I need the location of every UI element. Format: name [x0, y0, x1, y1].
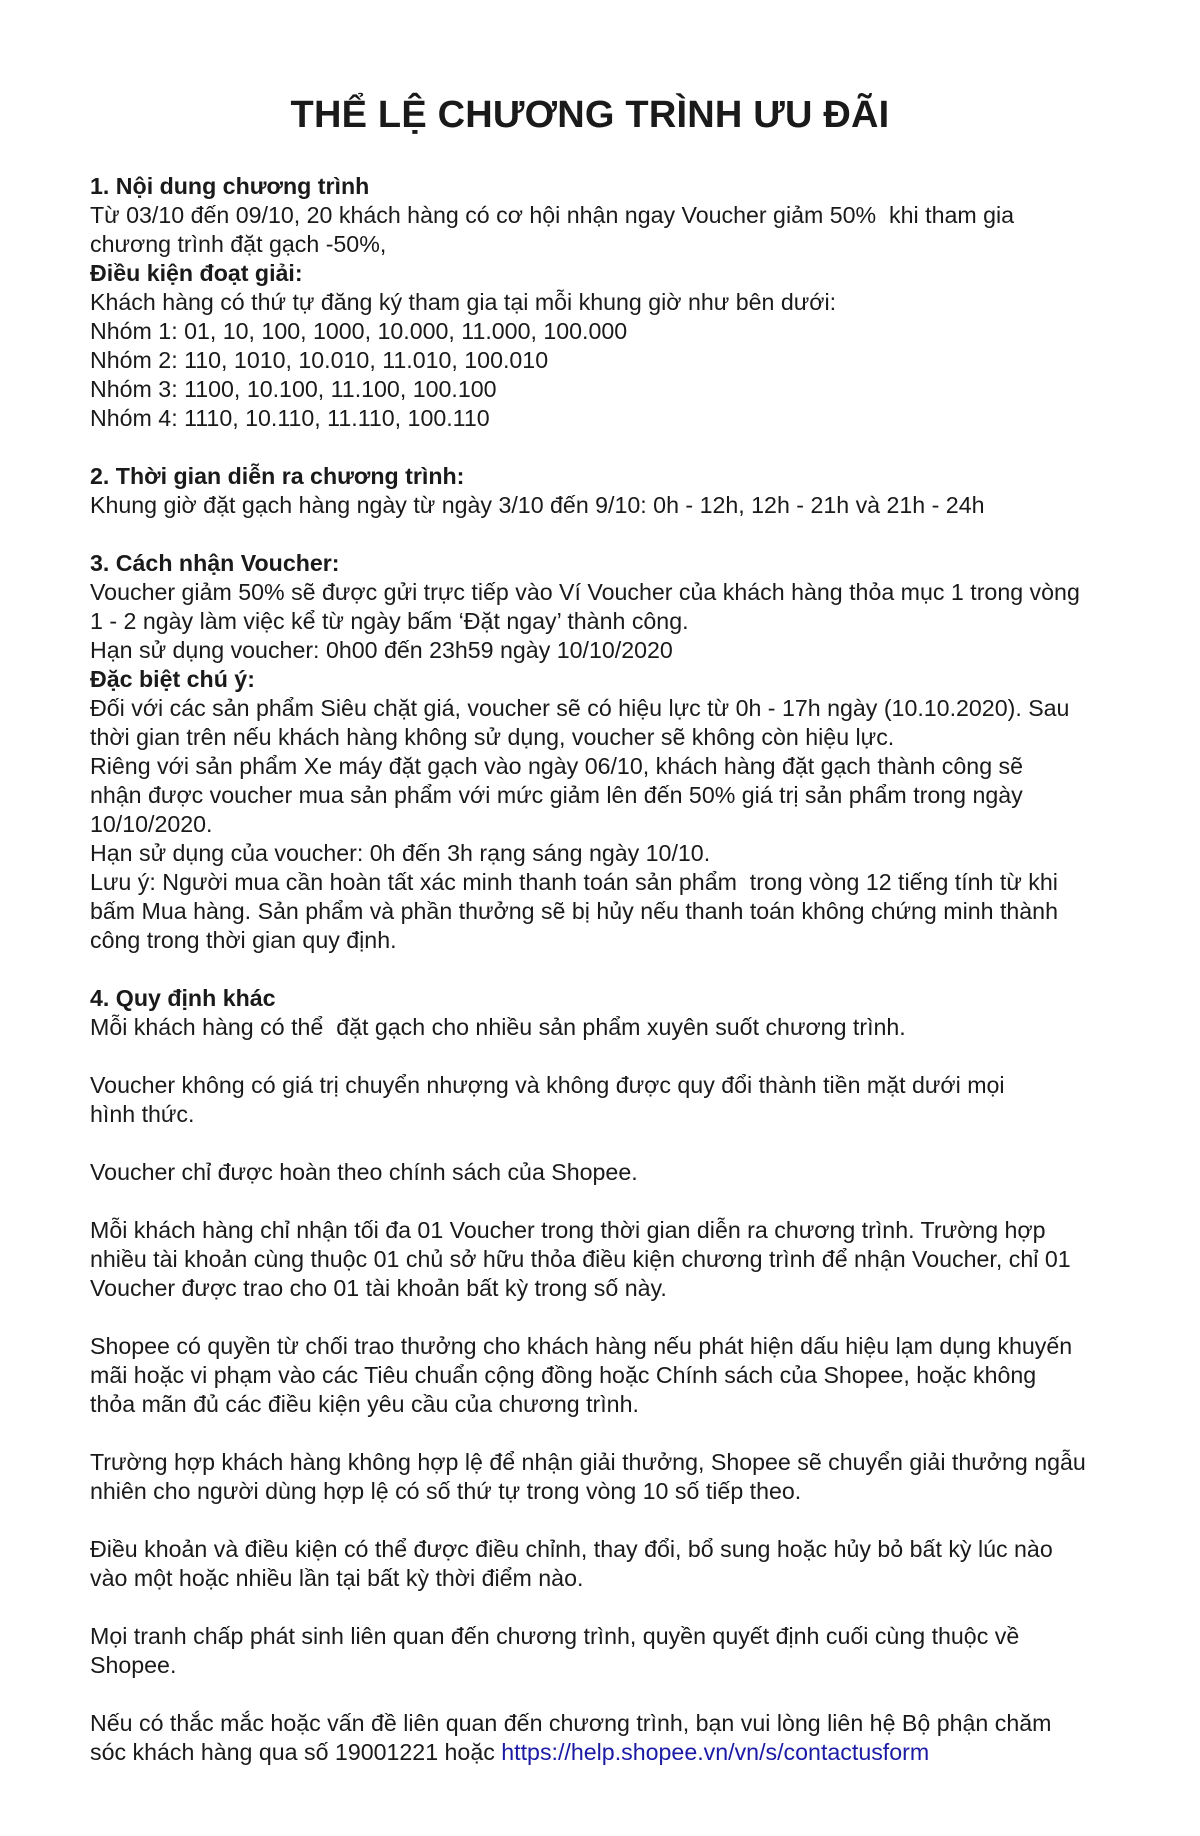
rule-paragraph-line: thỏa mãn đủ các điều kiện yêu cầu của chương trình.	[90, 1391, 639, 1417]
rule-paragraph-line: Mọi tranh chấp phát sinh liên quan đến chương trình, quyền quyết định cuối cùng thuộc về	[90, 1623, 1020, 1649]
contact-form-link[interactable]: https://help.shopee.vn/vn/s/contactusform	[501, 1739, 930, 1765]
rule-paragraph-line: nhiều tài khoản cùng thuộc 01 chủ sở hữu thỏa điều kiện chương trình để nhận Voucher, chỉ 01	[90, 1246, 1071, 1272]
spacer	[90, 1506, 1090, 1535]
special-note-line: 10/10/2020.	[90, 811, 213, 837]
special-note-line: Đối với các sản phẩm Siêu chặt giá, voucher sẽ có hiệu lực từ 0h - 17h ngày (10.10.2020). Sau	[90, 695, 1070, 721]
special-note-line: thời gian trên nếu khách hàng không sử dụng, voucher sẽ không còn hiệu lực.	[90, 724, 895, 750]
special-note-heading: Đặc biệt chú ý:	[90, 666, 255, 692]
section-1-heading: 1. Nội dung chương trình	[90, 173, 370, 199]
rule-paragraph-line: vào một hoặc nhiều lần tại bất kỳ thời điểm nào.	[90, 1565, 584, 1591]
conditions-text: Khách hàng có thứ tự đăng ký tham gia tại mỗi khung giờ như bên dưới:	[90, 289, 837, 315]
special-note-line: công trong thời gian quy định.	[90, 927, 397, 953]
section-3-line: Voucher giảm 50% sẽ được gửi trực tiếp vào Ví Voucher của khách hàng thỏa mục 1 trong vòng	[90, 579, 1080, 605]
special-note-line: Hạn sử dụng của voucher: 0h đến 3h rạng sáng ngày 10/10.	[90, 840, 711, 866]
contact-prefix: sóc khách hàng qua số 19001221 hoặc	[90, 1739, 502, 1765]
spacer	[90, 1593, 1090, 1622]
rule-paragraph-line: Shopee.	[90, 1652, 177, 1678]
group-line: Nhóm 1: 01, 10, 100, 1000, 10.000, 11.000, 100.000	[90, 318, 628, 344]
section-3-heading: 3. Cách nhận Voucher:	[90, 550, 340, 576]
conditions-heading: Điều kiện đoạt giải:	[90, 260, 303, 286]
rule-paragraph-line: hình thức.	[90, 1101, 195, 1127]
rule-paragraph-line: Voucher không có giá trị chuyển nhượng và không được quy đổi thành tiền mặt dưới mọi	[90, 1072, 1005, 1098]
section-2-text: Khung giờ đặt gạch hàng ngày từ ngày 3/10 đến 9/10: 0h - 12h, 12h - 21h và 21h - 24h	[90, 492, 985, 518]
special-note-line: nhận được voucher mua sản phẩm với mức giảm lên đến 50% giá trị sản phẩm trong ngày	[90, 782, 1023, 808]
rule-paragraph-line: Shopee có quyền từ chối trao thưởng cho khách hàng nếu phát hiện dấu hiệu lạm dụng khuyến	[90, 1333, 1073, 1359]
page-title: THỂ LỆ CHƯƠNG TRÌNH ƯU ĐÃI	[290, 94, 890, 136]
rule-paragraph-line: Voucher được trao cho 01 tài khoản bất kỳ trong số này.	[90, 1275, 667, 1301]
spacer	[90, 433, 1090, 462]
special-note-line: bấm Mua hàng. Sản phẩm và phần thưởng sẽ bị hủy nếu thanh toán không chứng minh thành	[90, 898, 1058, 924]
spacer	[90, 955, 1090, 984]
special-note-line: Riêng với sản phẩm Xe máy đặt gạch vào ngày 06/10, khách hàng đặt gạch thành công sẽ	[90, 753, 1024, 779]
rule-paragraph-line: Voucher chỉ được hoàn theo chính sách của Shopee.	[90, 1159, 638, 1185]
section-3-line: 1 - 2 ngày làm việc kể từ ngày bấm ‘Đặt ngay’ thành công.	[90, 608, 689, 634]
rule-paragraph-line: Mỗi khách hàng có thể đặt gạch cho nhiều sản phẩm xuyên suốt chương trình.	[90, 1014, 906, 1040]
spacer	[90, 1303, 1090, 1332]
spacer	[90, 1042, 1090, 1071]
spacer	[90, 1419, 1090, 1448]
contact-line-2	[90, 1738, 1090, 1767]
contact-line-1: Nếu có thắc mắc hoặc vấn đề liên quan đến chương trình, bạn vui lòng liên hệ Bộ phận chăm	[90, 1710, 1052, 1736]
rule-paragraph-line: Điều khoản và điều kiện có thể được điều chỉnh, thay đổi, bổ sung hoặc hủy bỏ bất kỳ lúc nào	[90, 1536, 1053, 1562]
group-line: Nhóm 4: 1110, 10.110, 11.110, 100.110	[90, 405, 490, 431]
spacer	[90, 1129, 1090, 1158]
rule-paragraph-line: Trường hợp khách hàng không hợp lệ để nhận giải thưởng, Shopee sẽ chuyển giải thưởng ngẫu	[90, 1449, 1086, 1475]
section-1-intro-line-1: Từ 03/10 đến 09/10, 20 khách hàng có cơ hội nhận ngay Voucher giảm 50% khi tham gia	[90, 202, 1015, 228]
spacer	[90, 1187, 1090, 1216]
section-3-line: Hạn sử dụng voucher: 0h00 đến 23h59 ngày 10/10/2020	[90, 637, 673, 663]
section-1-intro-line-2: chương trình đặt gạch -50%,	[90, 231, 387, 257]
special-note-line: Lưu ý: Người mua cần hoàn tất xác minh thanh toán sản phẩm trong vòng 12 tiếng tính từ khi	[90, 869, 1058, 895]
section-4-heading: 4. Quy định khác	[90, 985, 276, 1011]
spacer	[90, 520, 1090, 549]
rule-paragraph-line: Mỗi khách hàng chỉ nhận tối đa 01 Voucher trong thời gian diễn ra chương trình. Trường hợp	[90, 1217, 1046, 1243]
rule-paragraph-line: mãi hoặc vi phạm vào các Tiêu chuẩn cộng đồng hoặc Chính sách của Shopee, hoặc không	[90, 1362, 1037, 1388]
group-line: Nhóm 2: 110, 1010, 10.010, 11.010, 100.010	[90, 347, 549, 373]
group-line: Nhóm 3: 1100, 10.100, 11.100, 100.100	[90, 376, 497, 402]
section-2-heading: 2. Thời gian diễn ra chương trình:	[90, 463, 465, 489]
rule-paragraph-line: nhiên cho người dùng hợp lệ có số thứ tự trong vòng 10 số tiếp theo.	[90, 1478, 802, 1504]
spacer	[90, 1680, 1090, 1709]
